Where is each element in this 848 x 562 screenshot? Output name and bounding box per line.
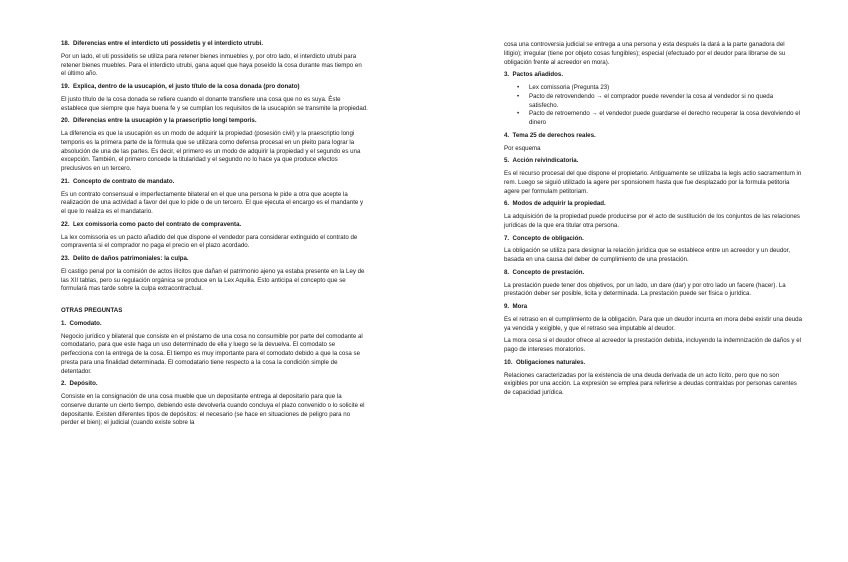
heading-21: 21. Concepto de contrato de mandato. [61, 177, 175, 185]
answer-o9-part1: Es el retraso en el cumplimiento de la obligación. Para que un deudor incurra en mora debe existir una deuda ya vencida y exigible, y que el retraso sea imputable al deudor. [504, 315, 803, 332]
arrow-right-icon: → [596, 92, 603, 100]
answer-23: El castigo penal por la comisión de actos ilícitos que dañan el patrimonio ajeno ya estaba presente en la Ley de las XII tablas, pero su regulación orgánica se produce en la Lex Aquilia. Esto anticipa el concepto que se formulará mas tarde sobre la culpa extracontractual. [61, 267, 365, 293]
answer-o2-continued: cosa una controversia judicial se entrega a una persona y esta después la dará a la parte ganadora del litigio); irregular (tiene por objeto cosas fungibles); especial (efectuado por el deudor para librarse de su obligación frente al acreedor en mora). [504, 41, 786, 66]
answer-o1: Negocio jurídico y bilateral que consiste en el préstamo de una cosa no consumible por parte del comodante al comodatario, para que este haga un uso determinado de ella y luego se la devuelva. El comodato se perfecciona con la entrega de la cosa. El tiempo es muy importante para el comodato debido a que la cosa se presta para una finalidad determinada. El comodatario tiene respecto a la cosa la condición simple de detentador. [61, 332, 363, 375]
answer-o10: Relaciones caracterizadas por la existencia de una deuda derivada de un acto lícito, pero que no son exigibles por una acción. La expresión se emplea para referirse a deudas contraídas por personas carentes de capacidad jurídica. [504, 371, 797, 396]
answer-o2: Consiste en la consignación de una cosa mueble que un depositante entrega al depositario para que la conserve durante un cierto tiempo, debiendo este devolverla cuando concluya el plazo convenido o lo solicite el depositante. Existen diferentes tipos de depósitos: el necesario (se hace en situaciones de peligro para no perder el bien); el judicial (cuando existe sobre la [61, 393, 365, 427]
heading-o3: 3. Pactos añadidos. [504, 71, 564, 79]
answer-o4: Por esquema [504, 144, 541, 152]
answer-o9-part2: La mora cesa si el deudor ofrece al acreedor la prestación debida, incluyendo la indemnización de daños y el pago de intereses moratorios. [504, 337, 801, 353]
answer-o6: La adquisición de la propiedad puede producirse por el acto de sustitución de los conjuntos de las relaciones jurídicas de la que era titular otra persona. [504, 213, 800, 229]
answer-19: El justo título de la cosa donada se refiere cuando el donante transfiere una cosa que no es suya. Éste establece que siempre que haya buena fe y se cumplan los requisitos de la usucapión se transmite la propiedad. [61, 95, 368, 112]
list-item: • Pacto de retrovendendo → el comprador puede revender la cosa al vendedor si no queda satisfecho. [517, 92, 774, 109]
pactos-list [504, 84, 804, 128]
heading-23: 23. Delito de daños patrimoniales: la culpa. [61, 255, 189, 262]
heading-o6: 6. Modos de adquirir la propiedad. [504, 200, 606, 208]
heading-22: 22. Lex comissoria como pacto del contrato de compraventa. [61, 220, 242, 228]
list-item: • Pacto de retroemendo → el vendedor puede guardarse el derecho recuperar la cosa devolviendo el dinero [517, 110, 801, 126]
heading-o10: 10. Obligaciones naturales. [504, 358, 586, 366]
right-column [504, 41, 804, 398]
heading-18: 18. Diferencias entre el interdicto uti possidetis y el interdicto utrubi. [61, 40, 264, 47]
arrow-right-icon: → [591, 110, 598, 118]
answer-o5: Es el recurso procesal del que dispone el propietario. Antiguamente se utilizaba la legis actio sacramentum in rem. Luego se siguió utilizado la agere per sponsionem hasta que fue desplazado por la formula petitoria agere per formulam petitoriam. [504, 170, 802, 195]
section-title-otras-preguntas: OTRAS PREGUNTAS [61, 307, 123, 314]
left-column [61, 40, 368, 428]
heading-20: 20. Diferencias entre la usucapión y la praescriptio longi temporis. [61, 117, 257, 125]
heading-o1: 1. Comodato. [61, 319, 102, 327]
answer-21: Es un contrato consensual e imperfectamente bilateral en el que una persona le pide a otra que acepte la realización de una actividad a favor del que lo pide o de un tercero. El que ejecuta el encargo es el mandante y el que lo realiza es el mandatario. [61, 190, 364, 215]
heading-o2: 2. Depósito. [61, 380, 98, 388]
heading-o8: 8. Concepto de prestación. [504, 268, 585, 276]
list-item: • Lex comissoria (Pregunta 23) [517, 84, 610, 91]
answer-18: Por un lado, el uti possidetis se utiliza para retener bienes inmuebles y, por otro lado, el interdicto utrubi para retener bienes muebles. Para el interdicto utrubi, gana aquel que haya poseído la cosa durante mas tiempo en el último año. [61, 52, 362, 78]
heading-o5: 5. Acción reivindicatoria. [504, 157, 579, 165]
answer-20: La diferencia es que la usucapión es un modo de adquirir la propiedad (posesión civil) y la praescriptio longi temporis es la primera parte de la fórmula que se utilizara como defensa procesal en un pleito para lograr la absolución de una de las partes. Es decir, el primero es un modo de adquirir la propiedad y el segundo es una excepción. También, el primero concede la titularidad y el segundo no lo hace ya que produce efectos preclusivos en un tercero. [61, 130, 361, 172]
heading-o9: 9. Mora [504, 303, 528, 310]
answer-22: La lex comissoria es un pacto añadido del que dispone el vendedor para considerar extinguido el contrato de compraventa si el comprador no paga el precio en el plazo acordado. [61, 233, 358, 250]
heading-o7: 7. Concepto de obligación. [504, 234, 584, 242]
answer-o8: La prestación puede tener dos objetivos, por un lado, un dare (dar) y por otro lado un facere (hacer). La prestación deber ser posible, licita y determinada. La prestación puede ser física o jurídica. [504, 281, 786, 298]
answer-o7: La obligación se utiliza para designar la relación jurídica que se establece entre un acreedor y un deudor, basada en una causa del deber de cumplimiento de una prestación. [504, 247, 791, 263]
heading-o4: 4. Tema 25 de derechos reales. [504, 131, 596, 139]
heading-19: 19. Explica, dentro de la usucapión, el justo título de la cosa donada (pro donato) [61, 83, 300, 90]
